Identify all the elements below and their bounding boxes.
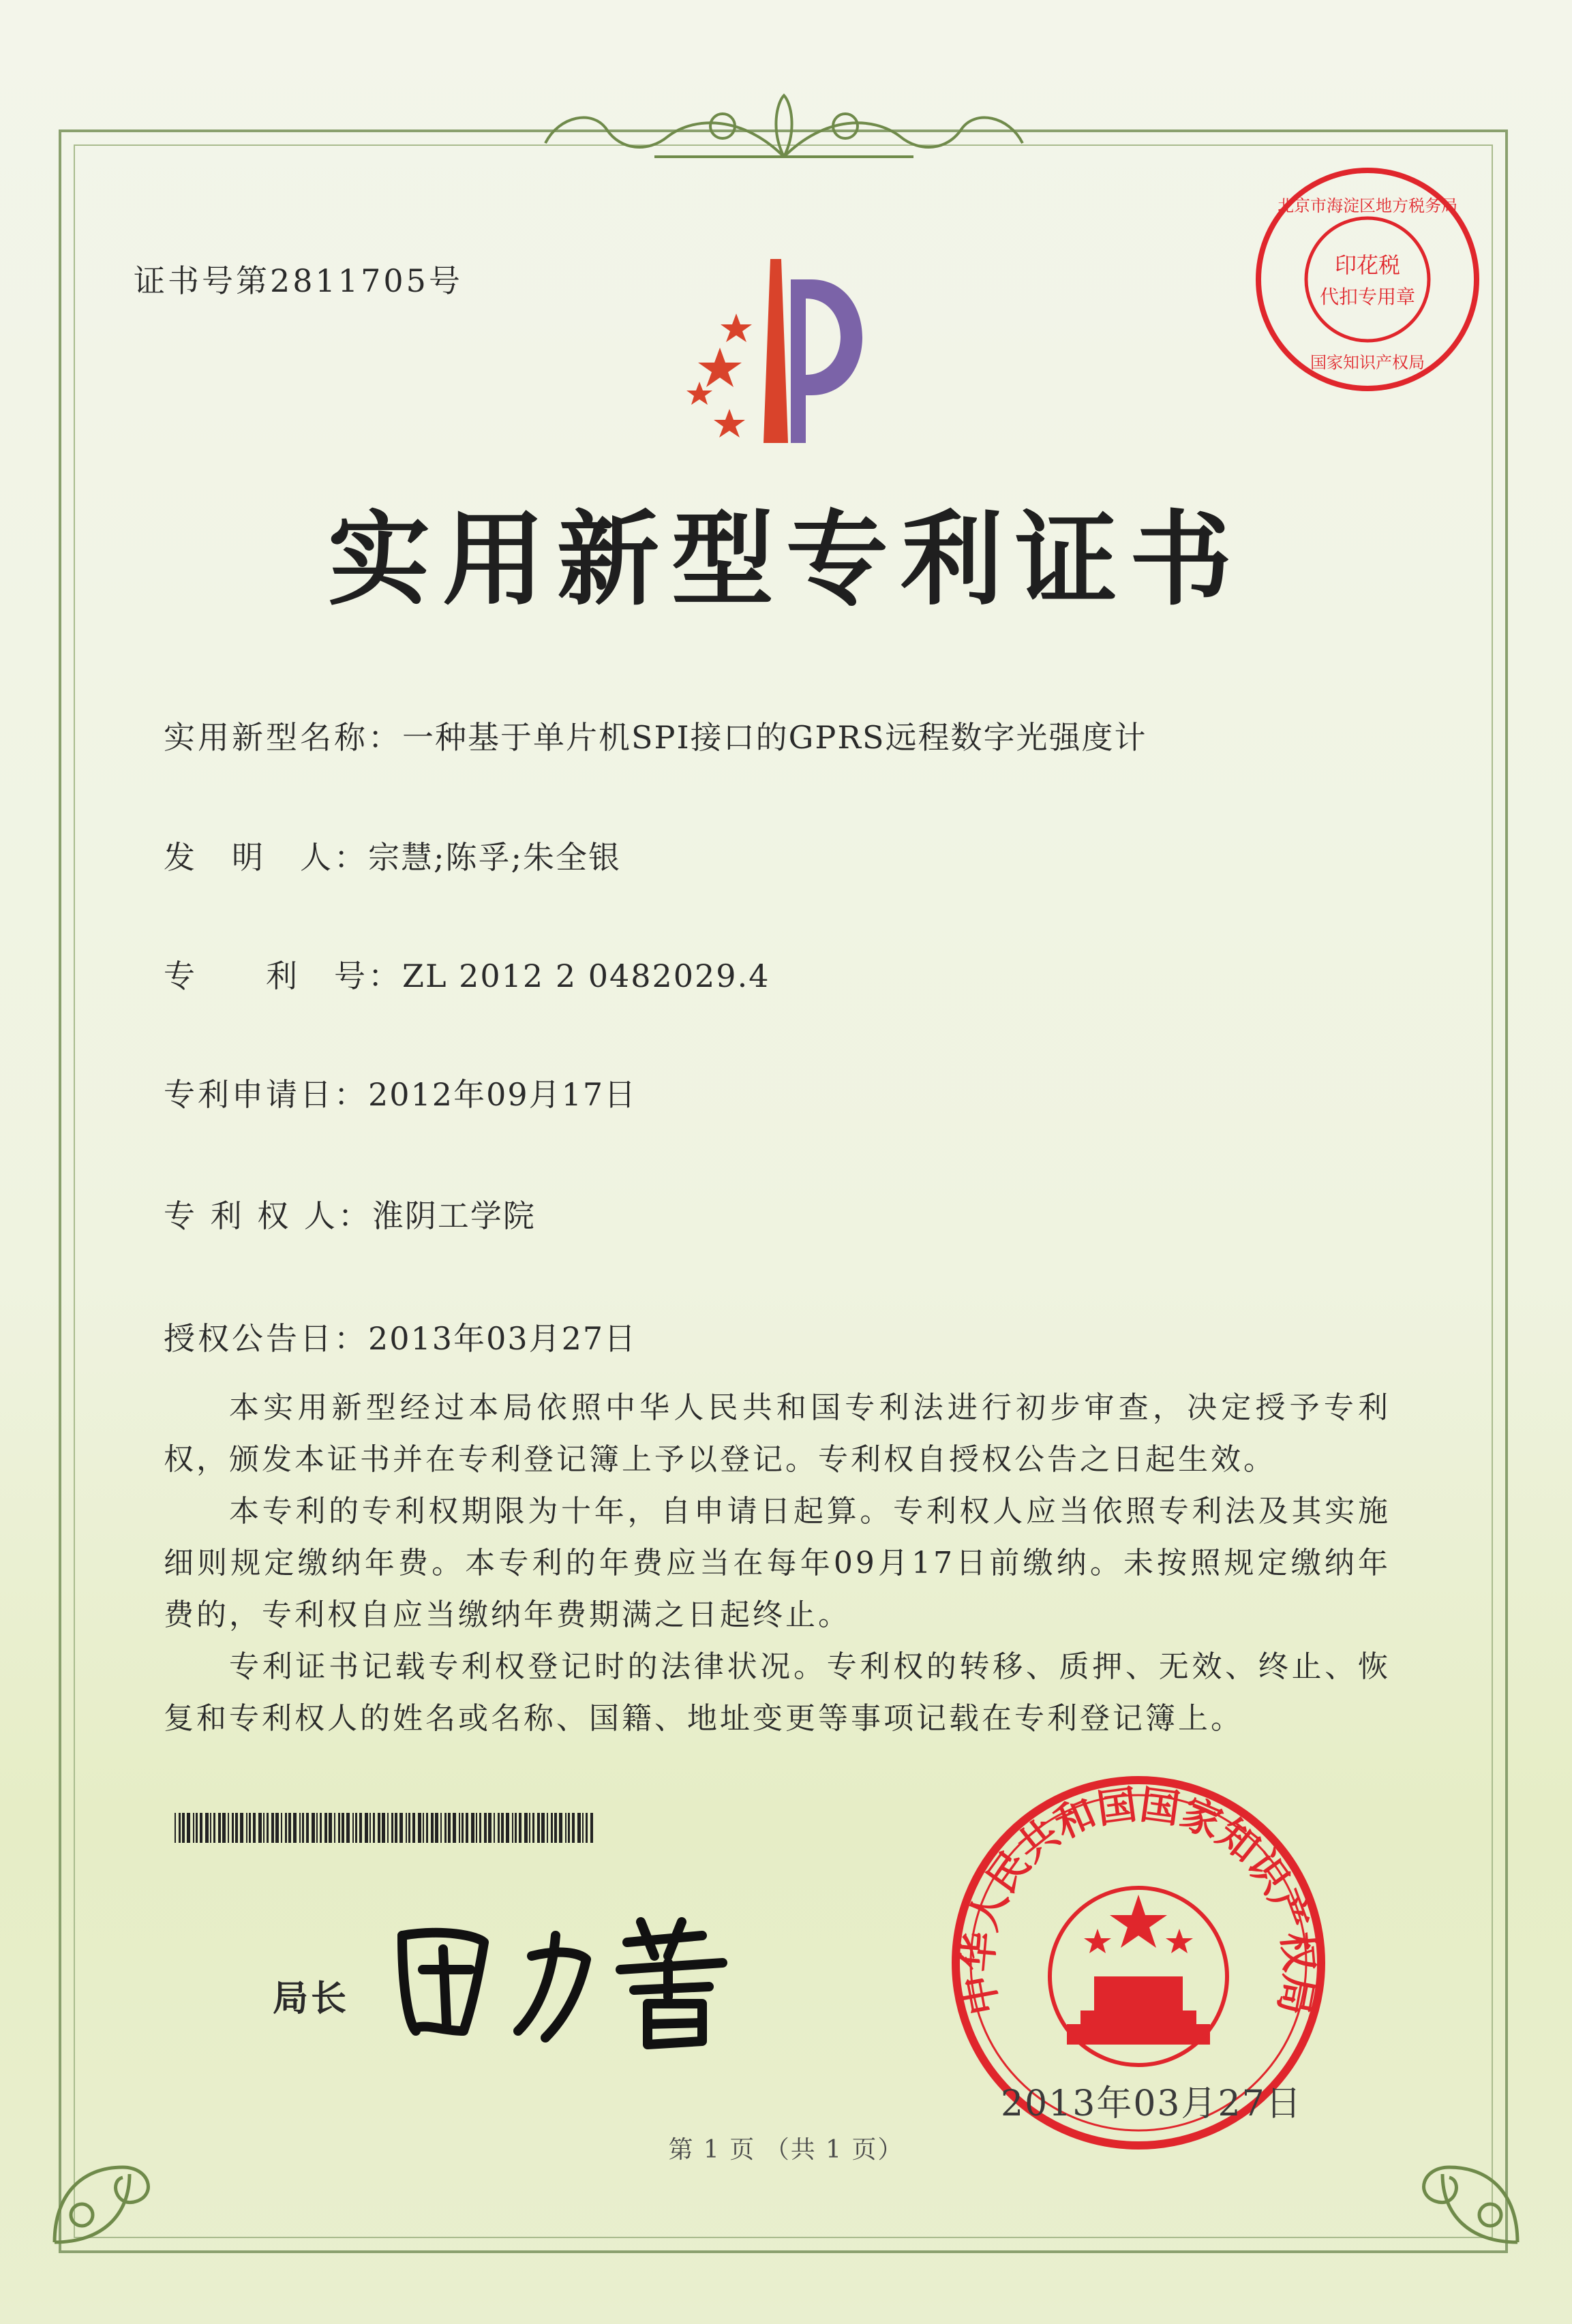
field-label: 专 利 权 人：	[164, 1197, 372, 1234]
seal-text: 中华人民共和国国家知识产权局	[954, 1781, 1323, 2019]
cnipa-logo	[654, 239, 913, 457]
inventors	[164, 833, 621, 878]
field-label: 发 明 人：	[164, 839, 368, 876]
grant-announcement-date	[164, 1314, 637, 1359]
body-paragraph-3: 专利证书记载专利权登记时的法律状况。专利权的转移、质押、无效、终止、恢复和专利权人的姓名或名称、国籍、地址变更等事项记载在专利登记簿上。	[164, 1649, 1391, 1736]
barcode	[175, 1813, 597, 1843]
tax-stamp-seal	[1252, 164, 1483, 395]
utility-model-name	[164, 713, 1147, 758]
field-label: 专利申请日：	[164, 1076, 368, 1113]
field-value: 一种基于单片机SPI接口的GPRS远程数字光强度计	[402, 719, 1147, 756]
field-label: 专 利 号：	[164, 958, 402, 994]
body-paragraph-2: 本专利的专利权期限为十年，自申请日起算。专利权人应当依照专利法及其实施细则规定缴纳年费。本专利的年费应当在每年09月17日前缴纳。未按照规定缴纳年费的，专利权自应当缴纳年费期满之日起终止。	[164, 1494, 1391, 1632]
svg-text:北京市海淀区地方税务局: 北京市海淀区地方税务局	[1278, 196, 1457, 215]
filing-date	[164, 1070, 637, 1115]
director-label: 局长	[273, 1978, 350, 2019]
field-label: 授权公告日：	[164, 1320, 368, 1357]
body-paragraph-1: 本实用新型经过本局依照中华人民共和国专利法进行初步审查，决定授予专利权，颁发本证书并在专利登记簿上予以登记。专利权自授权公告之日起生效。	[164, 1390, 1391, 1477]
field-value: 淮阴工学院	[372, 1197, 536, 1234]
patent-number	[164, 951, 770, 996]
director-signature	[382, 1895, 764, 2058]
svg-text:代扣专用章: 代扣专用章	[1319, 286, 1416, 308]
page-indicator: 第 1 页 （共 1 页）	[668, 2136, 904, 2164]
field-label: 实用新型名称：	[164, 719, 402, 756]
svg-text:国家知识产权局: 国家知识产权局	[1310, 353, 1425, 372]
patentee	[164, 1191, 536, 1236]
field-value: 2012年09月17日	[368, 1076, 637, 1113]
field-value: 2013年03月27日	[368, 1320, 637, 1357]
top-ornament	[518, 89, 1050, 170]
svg-text:印花税: 印花税	[1334, 252, 1401, 278]
field-value: 宗慧;陈孚;朱全银	[368, 839, 621, 876]
certificate-number: 证书号第2811705号	[134, 262, 463, 299]
certificate-title: 实用新型专利证书	[327, 500, 1244, 620]
seal-date: 2013年03月27日	[1001, 2083, 1303, 2124]
field-value: ZL 2012 2 0482029.4	[402, 958, 770, 994]
